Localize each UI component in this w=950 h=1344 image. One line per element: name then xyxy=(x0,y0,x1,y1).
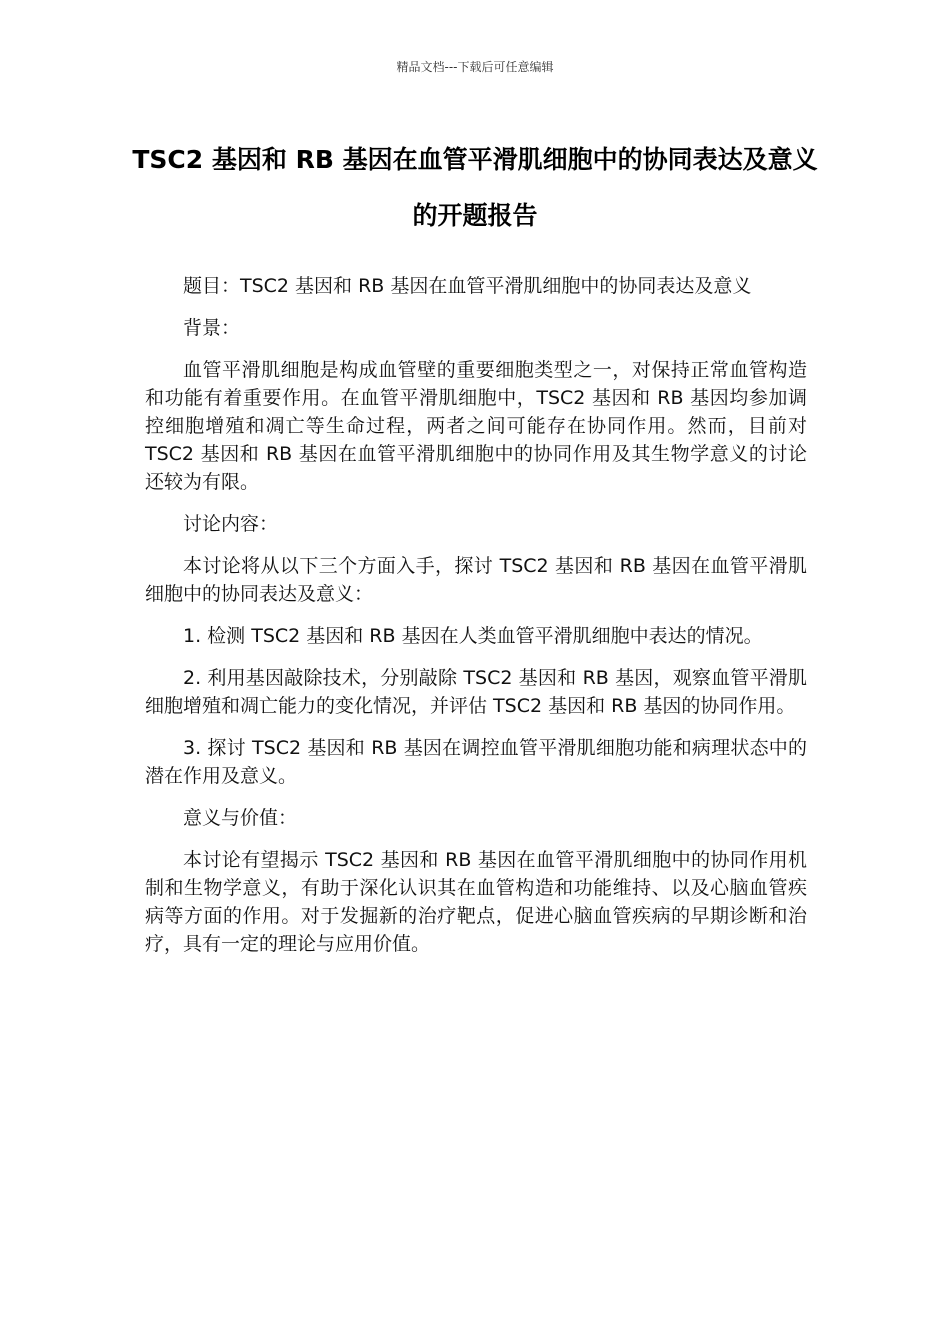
research-item-3: 3. 探讨 TSC2 基因和 RB 基因在调控血管平滑肌细胞功能和病理状态中的潜在作用及意义。 xyxy=(145,737,807,787)
background-paragraph: 血管平滑肌细胞是构成血管壁的重要细胞类型之一，对保持正常血管构造和功能有着重要作用。在血管平滑肌细胞中，TSC2 基因和 RB 基因均参加调控细胞增殖和凋亡等生命过程，两者之间可能存在协同作用。然而，目前对 TSC2 基因和 RB 基因在血管平滑肌细胞中的协同作用及其生物学意义的讨论还较为有限。 xyxy=(145,359,807,493)
research-item-1: 1. 检测 TSC2 基因和 RB 基因在人类血管平滑肌细胞中表达的情况。 xyxy=(183,625,763,647)
page-header-note: 精品文档---下载后可任意编辑 xyxy=(396,60,554,74)
significance-paragraph: 本讨论有望揭示 TSC2 基因和 RB 基因在血管平滑肌细胞中的协同作用机制和生物学意义，有助于深化认识其在血管构造和功能维持、以及心脑血管疾病等方面的作用。对于发掘新的治疗靶点，促进心脑血管疾病的早期诊断和治疗，具有一定的理论与应用价值。 xyxy=(145,849,807,955)
document-body xyxy=(145,272,807,972)
document-title: TSC2 基因和 RB 基因在血管平滑肌细胞中的协同表达及意义的开题报告 xyxy=(132,145,818,230)
background-heading: 背景： xyxy=(183,317,241,339)
content-intro-paragraph: 本讨论将从以下三个方面入手，探讨 TSC2 基因和 RB 基因在血管平滑肌细胞中的协同表达及意义： xyxy=(145,555,807,605)
content-heading: 讨论内容： xyxy=(183,513,279,535)
significance-heading: 意义与价值： xyxy=(183,807,298,829)
research-item-2: 2. 利用基因敲除技术，分别敲除 TSC2 基因和 RB 基因，观察血管平滑肌细胞增殖和凋亡能力的变化情况，并评估 TSC2 基因和 RB 基因的协同作用。 xyxy=(145,667,807,717)
topic-line: 题目：TSC2 基因和 RB 基因在血管平滑肌细胞中的协同表达及意义 xyxy=(183,275,752,297)
